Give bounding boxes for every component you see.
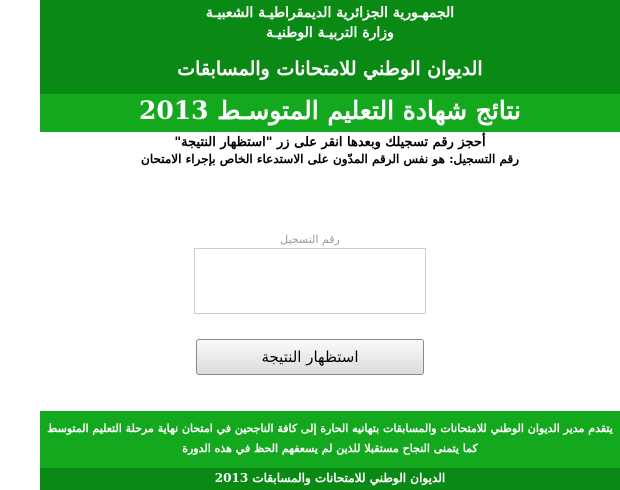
- ministry-name: وزارة التربيـة الوطنيـة: [266, 25, 394, 41]
- congratulations-bar: [40, 411, 620, 468]
- registration-label: رقم التسجيل: [280, 233, 340, 246]
- instruction-line-2: رقم التسجيل: هو نفس الرقم المدّون على الاستدعاء الخاص بإجراء الامتحان: [141, 152, 519, 166]
- congratulations-line-1: يتقدم مدير الديوان الوطني للامتحانات والمسابقات بتهانيه الحارة إلى كافة الناجحين في امتحان نهاية مرحلة التعليم المتوسط: [47, 422, 613, 435]
- page-title: نتائج شهادة التعليم المتوسـط 2013: [138, 96, 522, 125]
- instructions: [40, 134, 620, 168]
- registration-number-input[interactable]: [194, 248, 426, 314]
- copyright-bar: [40, 468, 620, 490]
- republic-name: الجمهـورية الجزائرية الديمقراطيـة الشعبيـة: [205, 5, 455, 21]
- office-name: الديوان الوطني للامتحانات والمسابقات: [177, 58, 483, 80]
- title-bar: [40, 94, 620, 132]
- show-result-button[interactable]: استظهار النتيجة: [196, 339, 424, 375]
- copyright-text: الديوان الوطني للامتحانات والمسابقات 2013: [214, 471, 446, 485]
- instruction-line-1: أحجز رقم تسجيلك وبعدها انقر على زر "استظهار النتيجة": [174, 135, 486, 150]
- header-banner: [40, 0, 620, 94]
- congratulations-line-2: كما يتمنى النجاح مستقبلا للذين لم يسعفهم الحظ في هذه الدورة: [182, 442, 478, 455]
